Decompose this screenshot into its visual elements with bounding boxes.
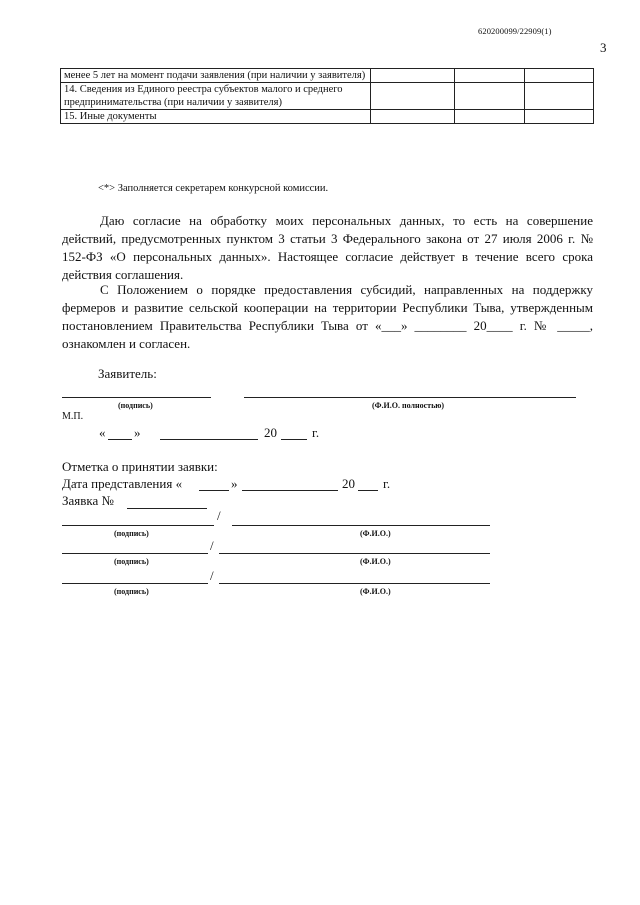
fio-line[interactable]	[244, 397, 576, 398]
table-cell	[371, 110, 455, 124]
stamp-place: М.П.	[62, 411, 84, 422]
consent-paragraph: Даю согласие на обработку моих персональных данных, то есть на совершение действий, предусмотренных пунктом 3 статьи 3 Федерального закона от 27 июля 2006 г. № 152-ФЗ «О персональных данных». Настоящее согласие действует в течение всего срока действия соглашения.	[62, 213, 593, 282]
table-cell	[455, 83, 525, 110]
acceptance-fio-line[interactable]	[219, 553, 490, 554]
acceptance-date-close-quote: »	[231, 476, 238, 491]
signature-caption: (подпись)	[118, 401, 153, 410]
acceptance-month-field[interactable]	[242, 490, 338, 491]
request-number-field[interactable]	[127, 508, 207, 509]
acceptance-fio-line[interactable]	[219, 583, 490, 584]
table-row	[61, 110, 594, 124]
fio-caption: (Ф.И.О. полностью)	[372, 401, 445, 410]
date-close-quote: »	[134, 425, 141, 440]
document-number: 620200099/22909(1)	[478, 26, 552, 36]
table-cell	[371, 69, 455, 83]
year-prefix: 20	[264, 425, 277, 440]
request-number-label: Заявка №	[62, 493, 114, 508]
acceptance-signature-line[interactable]	[62, 553, 208, 554]
table-cell: 15. Иные документы	[61, 110, 371, 124]
acceptance-year-prefix: 20	[342, 476, 355, 491]
signature-caption: (подпись)	[114, 529, 149, 538]
table-cell	[525, 69, 594, 83]
month-field[interactable]	[160, 439, 258, 440]
footnote: <*> Заполняется секретарем конкурсной комиссии.	[98, 183, 329, 194]
documents-table	[60, 68, 594, 124]
acceptance-day-field[interactable]	[199, 490, 229, 491]
submission-date-label: Дата представления «	[62, 476, 183, 491]
date-open-quote: «	[99, 425, 106, 440]
table-row	[61, 83, 594, 110]
table-cell	[455, 110, 525, 124]
applicant-label: Заявитель:	[98, 366, 157, 381]
regulation-paragraph: С Положением о порядке предоставления субсидий, направленных на поддержку фермеров и развитие сельской кооперации на территории Республики Тыва, утвержденным постановлением Правительства Республики Тыва от «___» ________ 20____ г. № _____, ознакомлен и согласен.	[62, 282, 593, 351]
table-cell	[525, 83, 594, 110]
acceptance-signature-line[interactable]	[62, 525, 214, 526]
fio-caption: (Ф.И.О.)	[360, 587, 391, 596]
year-field[interactable]	[281, 439, 307, 440]
year-suffix: г.	[312, 425, 320, 440]
fio-caption: (Ф.И.О.)	[360, 557, 391, 566]
table-cell	[525, 110, 594, 124]
acceptance-year-suffix: г.	[383, 476, 391, 491]
table-cell	[455, 69, 525, 83]
acceptance-year-field[interactable]	[358, 490, 378, 491]
signature-caption: (подпись)	[114, 587, 149, 596]
table-cell	[371, 83, 455, 110]
table-row	[61, 69, 594, 83]
table-cell: менее 5 лет на момент подачи заявления (при наличии у заявителя)	[61, 69, 371, 83]
slash: /	[217, 508, 221, 523]
table-cell: 14. Сведения из Единого реестра субъектов малого и среднего предпринимательства (при наличии у заявителя)	[61, 83, 371, 110]
signature-caption: (подпись)	[114, 557, 149, 566]
day-field[interactable]	[108, 439, 132, 440]
fio-caption: (Ф.И.О.)	[360, 529, 391, 538]
acceptance-fio-line[interactable]	[232, 525, 490, 526]
signature-line[interactable]	[62, 397, 211, 398]
page-number: 3	[600, 40, 607, 55]
acceptance-signature-line[interactable]	[62, 583, 208, 584]
slash: /	[210, 538, 214, 553]
slash: /	[210, 568, 214, 583]
acceptance-title: Отметка о принятии заявки:	[62, 459, 218, 474]
